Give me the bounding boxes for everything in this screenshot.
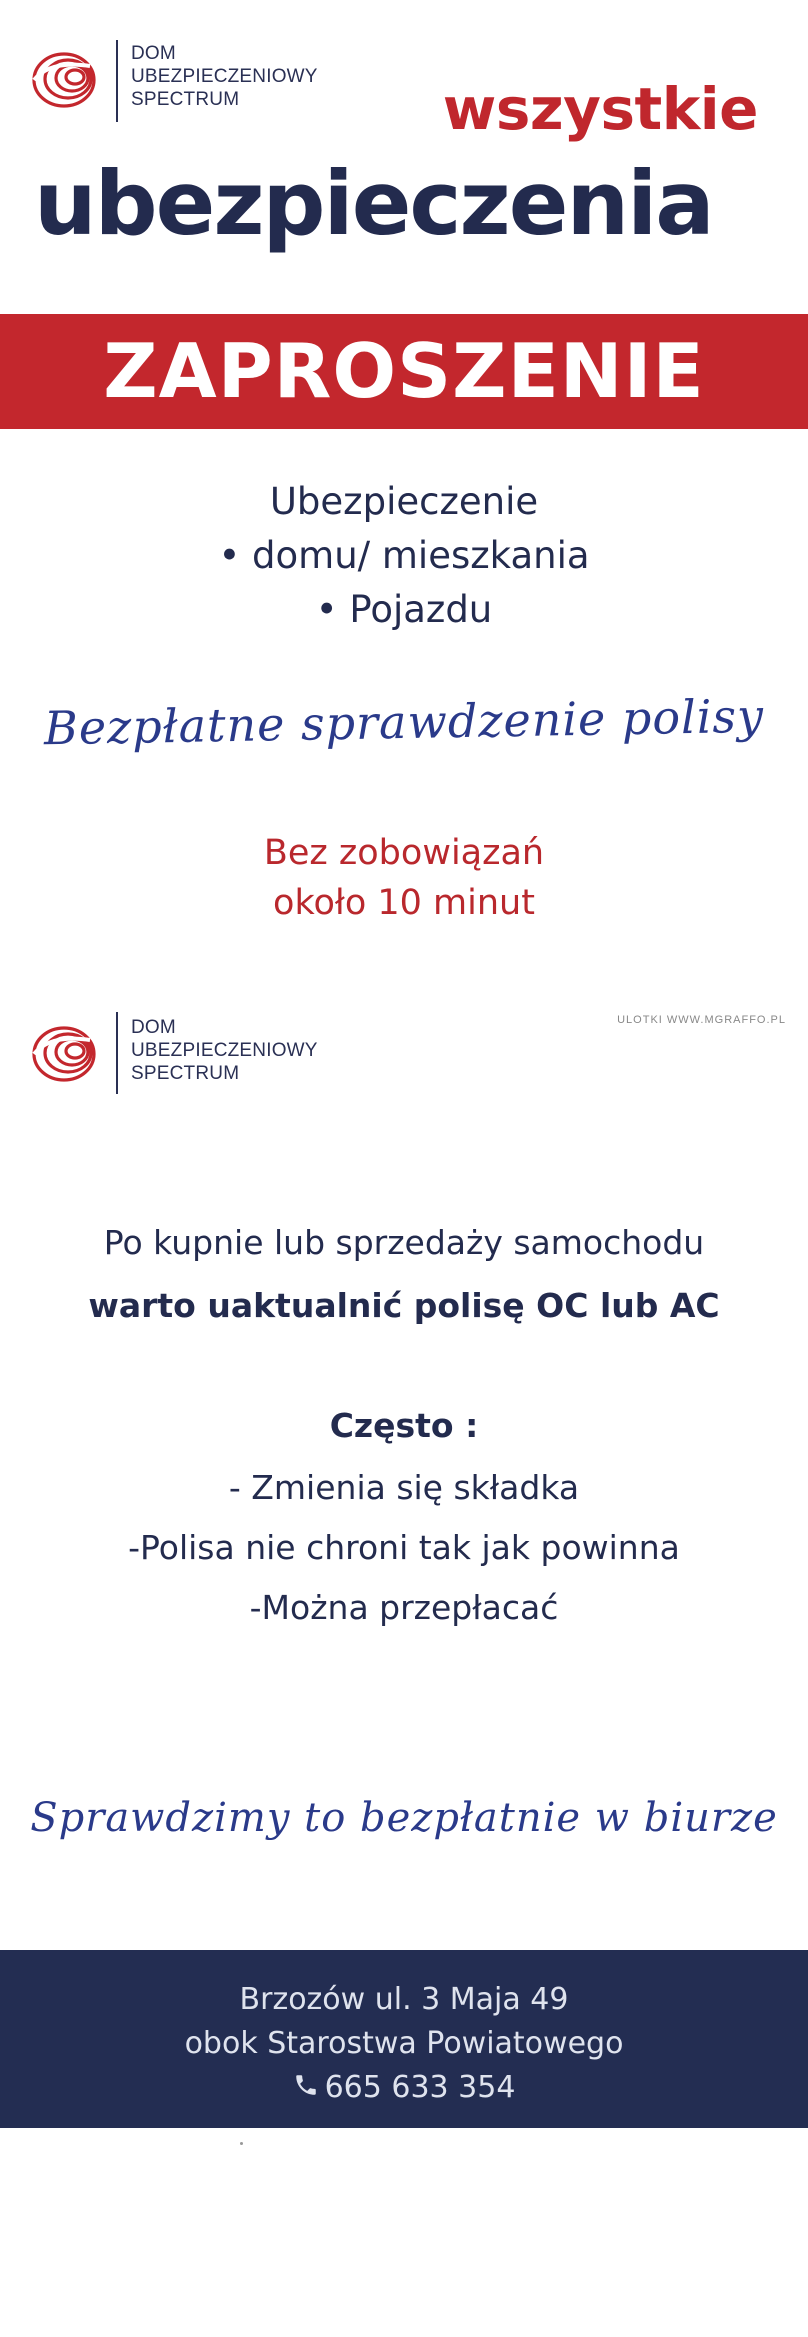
message-line-1: Po kupnie lub sprzedaży samochodu	[103, 1223, 705, 1262]
spectrum-swirl-logo-icon	[30, 46, 110, 110]
point-policy-coverage: -Polisa nie chroni tak jak powinna	[128, 1528, 680, 1567]
footer-phone	[0, 2066, 808, 2111]
terms-no-obligation: Bez zobowiązań	[263, 833, 545, 873]
headline-big: ubezpieczenia	[34, 152, 713, 255]
terms-duration: około 10 minut	[273, 883, 535, 923]
footer-address: Brzozów ul. 3 Maja 49	[239, 1982, 569, 2017]
brand-line-2: UBEZPIECZENIOWY	[131, 1040, 318, 1061]
spectrum-swirl-logo-icon-2	[30, 1020, 110, 1084]
logo-mark-2	[30, 1020, 110, 1084]
offer-item-vehicle: • Pojazdu	[315, 588, 493, 631]
headline-small: wszystkie	[442, 75, 758, 143]
handwritten-free-check: Bezpłatne sprawdzenie polisy	[43, 688, 765, 756]
logo-mark	[30, 46, 110, 110]
banner-title: ZAPROSZENIE	[103, 327, 705, 415]
offer-item-home: • domu/ mieszkania	[218, 534, 590, 577]
footer-location: obok Starostwa Powiatowego	[184, 2026, 624, 2061]
brand-line-3: SPECTRUM	[131, 1063, 240, 1084]
brand-line-1: DOM	[131, 1017, 176, 1038]
logo-divider	[116, 40, 118, 122]
printer-credit: ULOTKI WWW.MGRAFFO.PL	[617, 1014, 786, 1026]
message-line-2: warto uaktualnić polisę OC lub AC	[88, 1286, 720, 1325]
paper-speck	[240, 2142, 243, 2145]
brand-name-2	[131, 1016, 318, 1085]
handwritten-check-in-office: Sprawdzimy to bezpłatnie w biurze	[30, 1795, 778, 1841]
phone-number: 665 633 354	[324, 2070, 516, 2105]
often-title: Często :	[329, 1406, 479, 1445]
point-overpay: -Można przepłacać	[249, 1588, 559, 1627]
brand-line-2: UBEZPIECZENIOWY	[131, 66, 318, 87]
brand-name	[131, 42, 318, 111]
brand-line-3: SPECTRUM	[131, 89, 240, 110]
brand-line-1: DOM	[131, 43, 176, 64]
logo-divider-2	[116, 1012, 118, 1094]
point-premium-changes: - Zmienia się składka	[228, 1468, 580, 1507]
phone-icon	[293, 2067, 319, 2111]
offer-title: Ubezpieczenie	[269, 480, 539, 523]
